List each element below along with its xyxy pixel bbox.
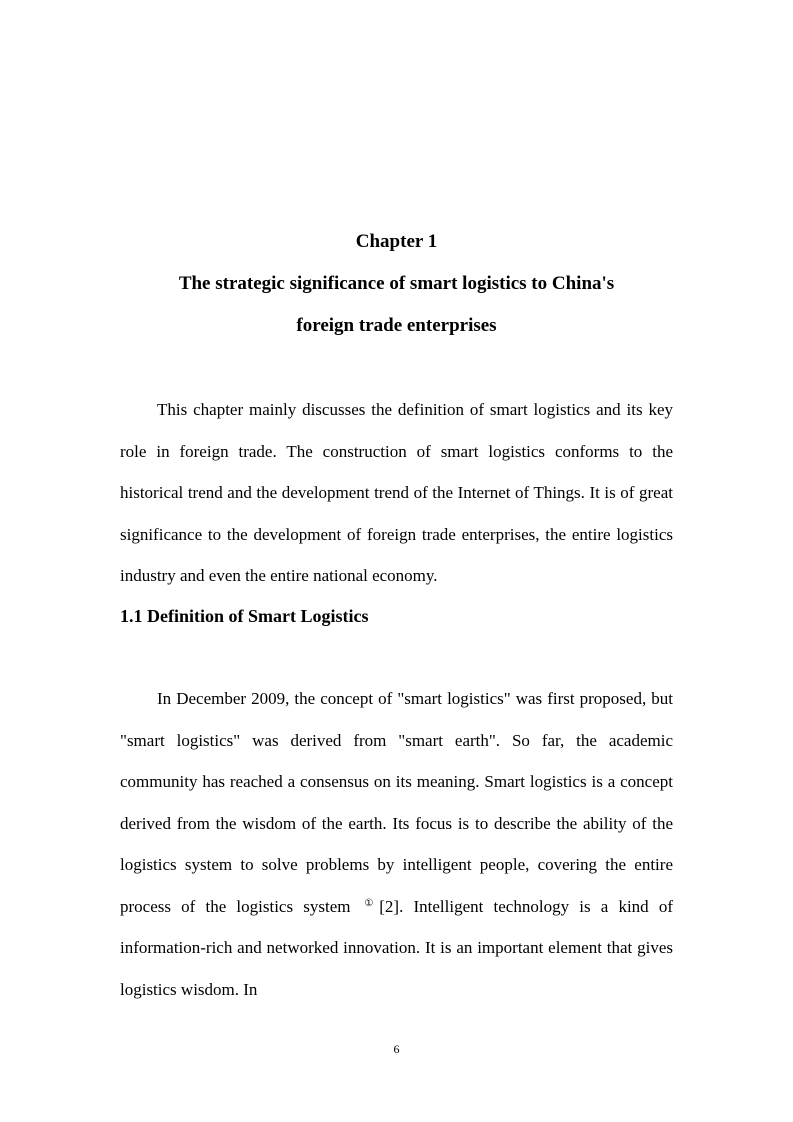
section-heading: 1.1 Definition of Smart Logistics — [120, 606, 369, 626]
chapter-label: Chapter 1 — [355, 231, 438, 252]
footnote-marker[interactable]: ① — [358, 897, 380, 909]
chapter-title-line-1: The strategic significance of smart logistics to China's — [178, 273, 615, 294]
definition-paragraph — [120, 678, 673, 1010]
definition-text-start: In December 2009, the concept of "smart logistics" was first proposed, but "smart logistics" was derived from "smart earth". So far, the academic community has reached a consensus on its meaning. Smart logistics is a concept derived from the wisdom of the earth. Its focus is to describe the ability of the logistics system to solve problems by intelligent people, covering the entire process of the logistics system — [120, 689, 673, 916]
page-number: 6 — [393, 1042, 400, 1056]
intro-paragraph: This chapter mainly discusses the definition of smart logistics and its key role in foreign trade. The construction of smart logistics conforms to the historical trend and the development trend of the Internet of Things. It is of great significance to the development of foreign trade enterprises, the entire logistics industry and even the entire national economy. — [120, 400, 673, 585]
chapter-title-line-2: foreign trade enterprises — [296, 315, 497, 336]
definition-text-end: [2]. Intelligent technology is a kind of information-rich and networked innovation. It is an important element that gives logistics wisdom. In — [120, 896, 673, 999]
